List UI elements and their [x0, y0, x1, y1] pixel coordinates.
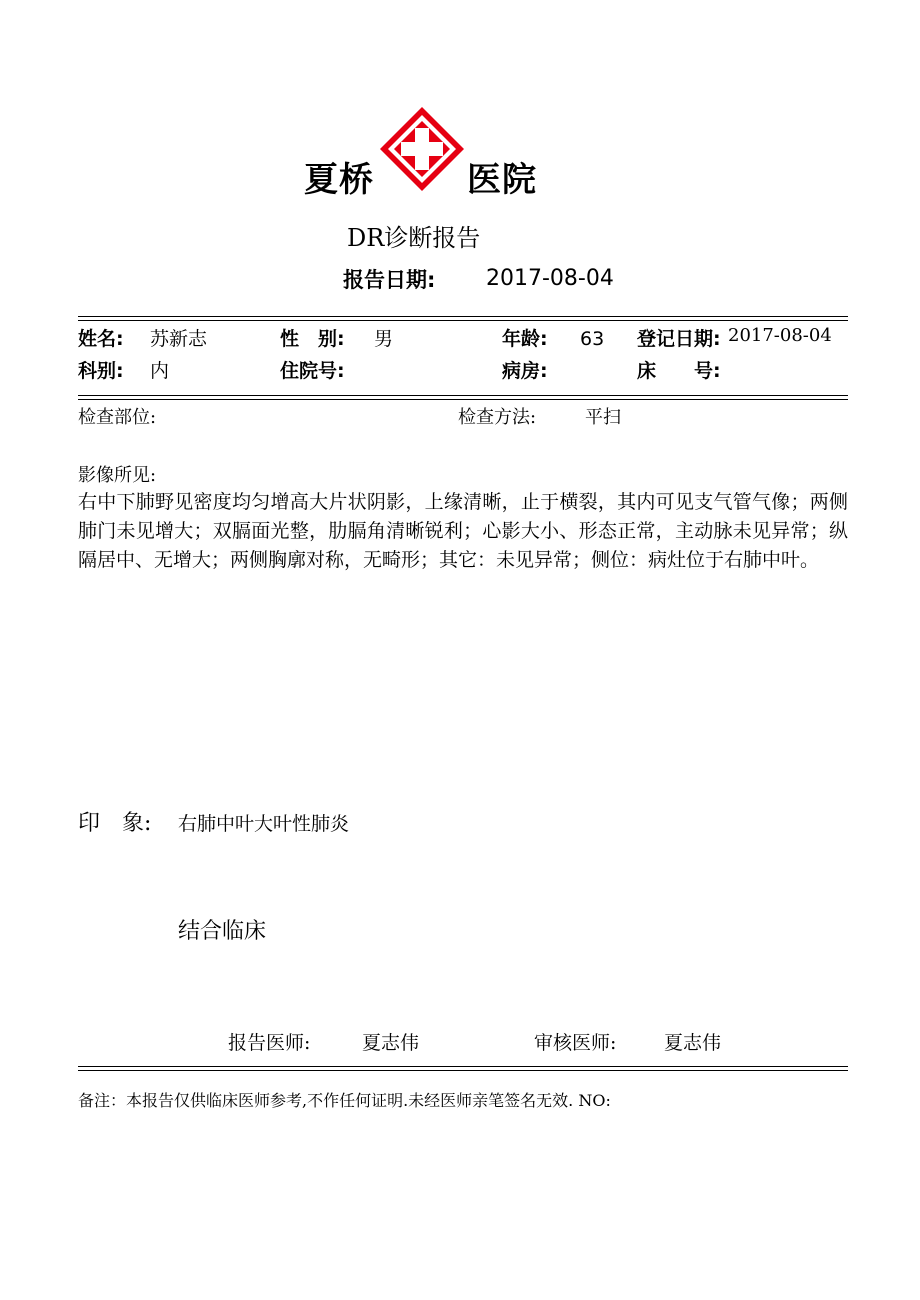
impression-value: 右肺中叶大叶性肺炎 — [178, 813, 350, 835]
reviewer-name: 夏志伟 — [664, 1032, 722, 1054]
reviewer-label: 审核医师: — [534, 1032, 617, 1054]
hospital-name-right: 医院 — [467, 160, 537, 200]
department-label: 科别: — [78, 360, 124, 382]
exam-method-label: 检查方法: — [458, 407, 537, 428]
reporter-label: 报告医师: — [228, 1032, 311, 1054]
bed-label: 床 号: — [637, 360, 721, 382]
divider-top — [78, 316, 848, 321]
footer-note: 备注：本报告仅供临床医师参考,不作任何证明.未经医师亲笔签名无效. NO: — [78, 1091, 611, 1110]
reporter-name: 夏志伟 — [362, 1032, 420, 1054]
age-value: 63 — [580, 328, 605, 350]
findings-label: 影像所见: — [78, 465, 157, 486]
clinical-note: 结合临床 — [178, 919, 267, 944]
report-date-value: 2017-08-04 — [486, 266, 614, 291]
register-date-label: 登记日期: — [637, 328, 721, 350]
register-date-value: 2017-08-04 — [728, 325, 832, 346]
findings-text: 右中下肺野见密度均匀增高大片状阴影，上缘清晰，止于横裂，其内可见支气管气像；两侧肺门未见增大；双膈面光整，肋膈角清晰锐利；心影大小、形态正常，主动脉未见异常；纵隔居中、无增大；两侧胸廓对称，无畸形；其它：未见异常；侧位：病灶位于右肺中叶。 — [78, 491, 848, 571]
name-value: 苏新志 — [150, 328, 208, 350]
report-date-label: 报告日期: — [343, 268, 436, 292]
hospital-name-left: 夏桥 — [304, 160, 374, 200]
sex-value: 男 — [374, 328, 394, 350]
department-value: 内 — [150, 360, 170, 382]
red-cross-icon — [377, 104, 467, 194]
age-label: 年龄: — [502, 328, 548, 350]
exam-site-label: 检查部位: — [78, 407, 157, 428]
ward-label: 病房: — [502, 360, 548, 382]
divider-bottom — [78, 1066, 848, 1071]
name-label: 姓名: — [78, 328, 124, 350]
inpatient-no-label: 住院号: — [280, 360, 345, 382]
report-title: DR诊断报告 — [347, 224, 481, 252]
sex-label: 性 别: — [280, 328, 345, 350]
impression-label: 印 象: — [78, 811, 152, 836]
exam-method-value: 平扫 — [585, 407, 621, 428]
divider-middle — [78, 395, 848, 400]
